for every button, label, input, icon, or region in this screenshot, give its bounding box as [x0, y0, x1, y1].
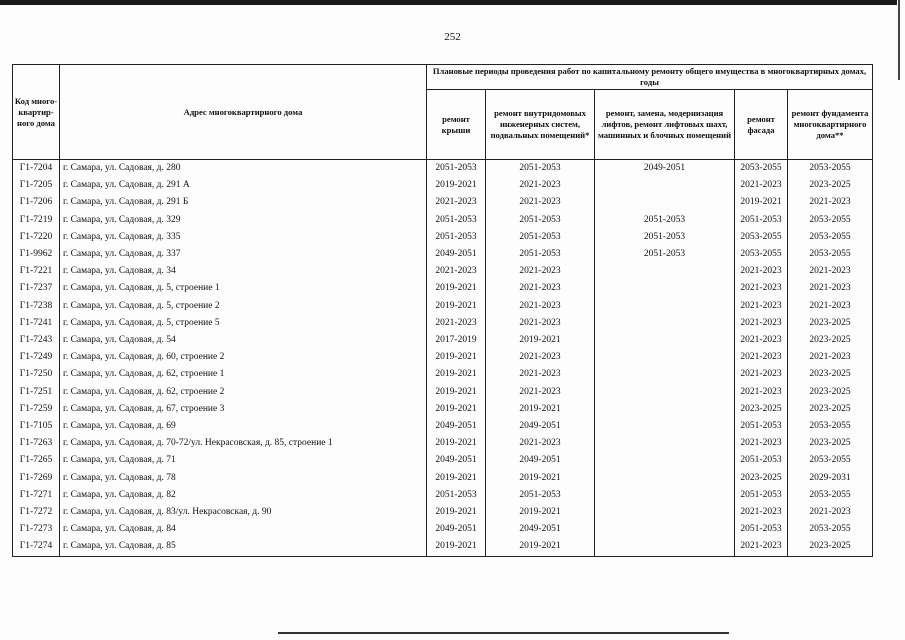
cell-code: Г1-7274 — [13, 538, 60, 556]
cell-roof: 2051-2053 — [427, 229, 486, 246]
table-row — [13, 452, 873, 469]
cell-engineering: 2021-2023 — [486, 315, 595, 332]
cell-engineering: 2019-2021 — [486, 504, 595, 521]
cell-engineering: 2019-2021 — [486, 470, 595, 487]
cell-engineering: 2051-2053 — [486, 160, 595, 178]
cell-engineering: 2051-2053 — [486, 487, 595, 504]
header-engineering: ремонт внутридомовых инженерных систем, подвальных помещений* — [486, 90, 595, 160]
cell-address: г. Самара, ул. Садовая, д. 62, строение 2 — [60, 384, 427, 401]
table-row — [13, 521, 873, 538]
table-row — [13, 212, 873, 229]
cell-facade: 2021-2023 — [735, 177, 788, 194]
cell-address: г. Самара, ул. Садовая, д. 337 — [60, 246, 427, 263]
cell-facade: 2051-2053 — [735, 212, 788, 229]
cell-address: г. Самара, ул. Садовая, д. 34 — [60, 263, 427, 280]
cell-elevators — [595, 263, 735, 280]
cell-code: Г1-7237 — [13, 280, 60, 297]
table-row — [13, 229, 873, 246]
cell-roof: 2019-2021 — [427, 435, 486, 452]
cell-address: г. Самара, ул. Садовая, д. 70-72/ул. Некрасовская, д. 85, строение 1 — [60, 435, 427, 452]
header-facade: ремонт фасада — [735, 90, 788, 160]
cell-elevators — [595, 177, 735, 194]
cell-roof: 2021-2023 — [427, 315, 486, 332]
table-row — [13, 401, 873, 418]
cell-address: г. Самара, ул. Садовая, д. 71 — [60, 452, 427, 469]
cell-elevators — [595, 349, 735, 366]
cell-foundation: 2021-2023 — [788, 194, 873, 211]
cell-elevators: 2051-2053 — [595, 246, 735, 263]
cell-code: Г1-7271 — [13, 487, 60, 504]
cell-code: Г1-7249 — [13, 349, 60, 366]
cell-foundation: 2053-2055 — [788, 418, 873, 435]
cell-address: г. Самара, ул. Садовая, д. 78 — [60, 470, 427, 487]
header-planned-periods: Плановые периоды проведения работ по капитальному ремонту общего имущества в многоквартирных домах, годы — [427, 65, 873, 90]
header-elevators: ремонт, замена, модернизация лифтов, ремонт лифтовых шахт, машинных и блочных помещений — [595, 90, 735, 160]
cell-code: Г1-7263 — [13, 435, 60, 452]
cell-code: Г1-7243 — [13, 332, 60, 349]
repair-schedule-table — [12, 64, 873, 557]
cell-code: Г1-7259 — [13, 401, 60, 418]
cell-facade: 2021-2023 — [735, 435, 788, 452]
cell-code: Г1-7221 — [13, 263, 60, 280]
cell-facade: 2021-2023 — [735, 298, 788, 315]
table-row — [13, 487, 873, 504]
cell-engineering: 2021-2023 — [486, 280, 595, 297]
cell-address: г. Самара, ул. Садовая, д. 62, строение 1 — [60, 366, 427, 383]
cell-code: Г1-7265 — [13, 452, 60, 469]
cell-roof: 2049-2051 — [427, 452, 486, 469]
cell-facade: 2023-2025 — [735, 470, 788, 487]
header-code: Код много-квартир-ного дома — [13, 65, 60, 160]
table-row — [13, 263, 873, 280]
table-row — [13, 504, 873, 521]
header-foundation: ремонт фундамента многоквартирного дома** — [788, 90, 873, 160]
cell-engineering: 2051-2053 — [486, 212, 595, 229]
cell-foundation: 2053-2055 — [788, 160, 873, 178]
cell-elevators — [595, 418, 735, 435]
cell-elevators — [595, 384, 735, 401]
cell-elevators — [595, 521, 735, 538]
bottom-line — [278, 632, 729, 634]
cell-elevators: 2051-2053 — [595, 229, 735, 246]
cell-facade: 2021-2023 — [735, 504, 788, 521]
cell-facade: 2021-2023 — [735, 384, 788, 401]
cell-foundation: 2023-2025 — [788, 538, 873, 556]
table-row — [13, 470, 873, 487]
cell-elevators — [595, 487, 735, 504]
cell-foundation: 2021-2023 — [788, 349, 873, 366]
cell-engineering: 2051-2053 — [486, 246, 595, 263]
cell-code: Г1-7205 — [13, 177, 60, 194]
cell-code: Г1-7269 — [13, 470, 60, 487]
cell-elevators — [595, 194, 735, 211]
cell-code: Г1-7206 — [13, 194, 60, 211]
cell-elevators — [595, 298, 735, 315]
cell-address: г. Самара, ул. Садовая, д. 60, строение 2 — [60, 349, 427, 366]
cell-engineering: 2021-2023 — [486, 435, 595, 452]
cell-facade: 2051-2053 — [735, 521, 788, 538]
cell-elevators — [595, 401, 735, 418]
cell-roof: 2019-2021 — [427, 177, 486, 194]
cell-roof: 2021-2023 — [427, 263, 486, 280]
cell-address: г. Самара, ул. Садовая, д. 291 Б — [60, 194, 427, 211]
cell-address: г. Самара, ул. Садовая, д. 83/ул. Некрасовская, д. 90 — [60, 504, 427, 521]
cell-elevators — [595, 470, 735, 487]
cell-foundation: 2053-2055 — [788, 212, 873, 229]
page-number: 252 — [444, 31, 461, 43]
cell-foundation: 2021-2023 — [788, 504, 873, 521]
cell-elevators — [595, 452, 735, 469]
cell-roof: 2019-2021 — [427, 504, 486, 521]
table-row — [13, 418, 873, 435]
cell-foundation: 2023-2025 — [788, 384, 873, 401]
cell-roof: 2019-2021 — [427, 349, 486, 366]
table-body — [13, 160, 873, 557]
cell-address: г. Самара, ул. Садовая, д. 82 — [60, 487, 427, 504]
cell-elevators — [595, 366, 735, 383]
table-row — [13, 246, 873, 263]
cell-foundation: 2021-2023 — [788, 263, 873, 280]
cell-code: Г1-7272 — [13, 504, 60, 521]
cell-elevators — [595, 504, 735, 521]
cell-elevators — [595, 332, 735, 349]
cell-engineering: 2019-2021 — [486, 538, 595, 556]
cell-facade: 2021-2023 — [735, 538, 788, 556]
cell-address: г. Самара, ул. Садовая, д. 84 — [60, 521, 427, 538]
cell-engineering: 2051-2053 — [486, 229, 595, 246]
cell-foundation: 2029-2031 — [788, 470, 873, 487]
cell-code: Г1-7105 — [13, 418, 60, 435]
top-border-line — [0, 0, 897, 5]
cell-facade: 2051-2053 — [735, 452, 788, 469]
cell-address: г. Самара, ул. Садовая, д. 5, строение 5 — [60, 315, 427, 332]
cell-facade: 2051-2053 — [735, 418, 788, 435]
cell-engineering: 2021-2023 — [486, 194, 595, 211]
cell-elevators — [595, 538, 735, 556]
cell-facade: 2021-2023 — [735, 332, 788, 349]
cell-engineering: 2021-2023 — [486, 366, 595, 383]
cell-roof: 2019-2021 — [427, 280, 486, 297]
cell-roof: 2021-2023 — [427, 194, 486, 211]
cell-roof: 2019-2021 — [427, 538, 486, 556]
cell-facade: 2021-2023 — [735, 263, 788, 280]
table-row — [13, 177, 873, 194]
table-row — [13, 384, 873, 401]
cell-engineering: 2021-2023 — [486, 298, 595, 315]
cell-foundation: 2053-2055 — [788, 229, 873, 246]
cell-roof: 2051-2053 — [427, 487, 486, 504]
cell-code: Г1-7219 — [13, 212, 60, 229]
cell-foundation: 2023-2025 — [788, 315, 873, 332]
cell-engineering: 2049-2051 — [486, 418, 595, 435]
cell-code: Г1-7220 — [13, 229, 60, 246]
cell-elevators — [595, 315, 735, 332]
cell-foundation: 2023-2025 — [788, 177, 873, 194]
cell-foundation: 2023-2025 — [788, 366, 873, 383]
table-row — [13, 315, 873, 332]
cell-facade: 2021-2023 — [735, 280, 788, 297]
cell-foundation: 2053-2055 — [788, 487, 873, 504]
table-row — [13, 435, 873, 452]
cell-roof: 2017-2019 — [427, 332, 486, 349]
cell-roof: 2019-2021 — [427, 366, 486, 383]
cell-roof: 2049-2051 — [427, 246, 486, 263]
cell-address: г. Самара, ул. Садовая, д. 291 А — [60, 177, 427, 194]
cell-facade: 2053-2055 — [735, 229, 788, 246]
cell-foundation: 2023-2025 — [788, 435, 873, 452]
cell-address: г. Самара, ул. Садовая, д. 85 — [60, 538, 427, 556]
cell-code: Г1-9962 — [13, 246, 60, 263]
cell-code: Г1-7251 — [13, 384, 60, 401]
header-roof: ремонт крыши — [427, 90, 486, 160]
cell-foundation: 2023-2025 — [788, 401, 873, 418]
cell-facade: 2051-2053 — [735, 487, 788, 504]
cell-foundation: 2053-2055 — [788, 521, 873, 538]
cell-code: Г1-7204 — [13, 160, 60, 178]
cell-engineering: 2021-2023 — [486, 263, 595, 280]
cell-code: Г1-7238 — [13, 298, 60, 315]
cell-foundation: 2053-2055 — [788, 246, 873, 263]
cell-roof: 2019-2021 — [427, 298, 486, 315]
cell-elevators — [595, 435, 735, 452]
table-row — [13, 538, 873, 556]
cell-foundation: 2023-2025 — [788, 332, 873, 349]
cell-code: Г1-7250 — [13, 366, 60, 383]
cell-facade: 2053-2055 — [735, 160, 788, 178]
cell-address: г. Самара, ул. Садовая, д. 69 — [60, 418, 427, 435]
header-address: Адрес многоквартирного дома — [60, 65, 427, 160]
cell-elevators: 2051-2053 — [595, 212, 735, 229]
cell-engineering: 2021-2023 — [486, 177, 595, 194]
cell-facade: 2021-2023 — [735, 315, 788, 332]
cell-roof: 2049-2051 — [427, 418, 486, 435]
cell-address: г. Самара, ул. Садовая, д. 5, строение 1 — [60, 280, 427, 297]
cell-address: г. Самара, ул. Садовая, д. 67, строение 3 — [60, 401, 427, 418]
cell-code: Г1-7273 — [13, 521, 60, 538]
table-row — [13, 298, 873, 315]
cell-address: г. Самара, ул. Садовая, д. 5, строение 2 — [60, 298, 427, 315]
cell-foundation: 2021-2023 — [788, 280, 873, 297]
cell-address: г. Самара, ул. Садовая, д. 329 — [60, 212, 427, 229]
table-row — [13, 332, 873, 349]
cell-address: г. Самара, ул. Садовая, д. 54 — [60, 332, 427, 349]
cell-facade: 2021-2023 — [735, 349, 788, 366]
cell-code: Г1-7241 — [13, 315, 60, 332]
cell-address: г. Самара, ул. Садовая, д. 335 — [60, 229, 427, 246]
cell-foundation: 2053-2055 — [788, 452, 873, 469]
cell-facade: 2023-2025 — [735, 401, 788, 418]
cell-facade: 2019-2021 — [735, 194, 788, 211]
table-row — [13, 366, 873, 383]
table-row — [13, 160, 873, 178]
cell-facade: 2053-2055 — [735, 246, 788, 263]
cell-roof: 2049-2051 — [427, 521, 486, 538]
cell-engineering: 2049-2051 — [486, 521, 595, 538]
table-row — [13, 194, 873, 211]
cell-roof: 2051-2053 — [427, 212, 486, 229]
cell-roof: 2019-2021 — [427, 384, 486, 401]
cell-roof: 2019-2021 — [427, 470, 486, 487]
cell-address: г. Самара, ул. Садовая, д. 280 — [60, 160, 427, 178]
cell-engineering: 2021-2023 — [486, 349, 595, 366]
cell-engineering: 2019-2021 — [486, 332, 595, 349]
cell-engineering: 2021-2023 — [486, 384, 595, 401]
cell-foundation: 2021-2023 — [788, 298, 873, 315]
cell-roof: 2019-2021 — [427, 401, 486, 418]
cell-elevators: 2049-2051 — [595, 160, 735, 178]
cell-engineering: 2049-2051 — [486, 452, 595, 469]
table-row — [13, 349, 873, 366]
cell-engineering: 2019-2021 — [486, 401, 595, 418]
table-row — [13, 280, 873, 297]
cell-elevators — [595, 280, 735, 297]
cell-facade: 2021-2023 — [735, 366, 788, 383]
cell-roof: 2051-2053 — [427, 160, 486, 178]
